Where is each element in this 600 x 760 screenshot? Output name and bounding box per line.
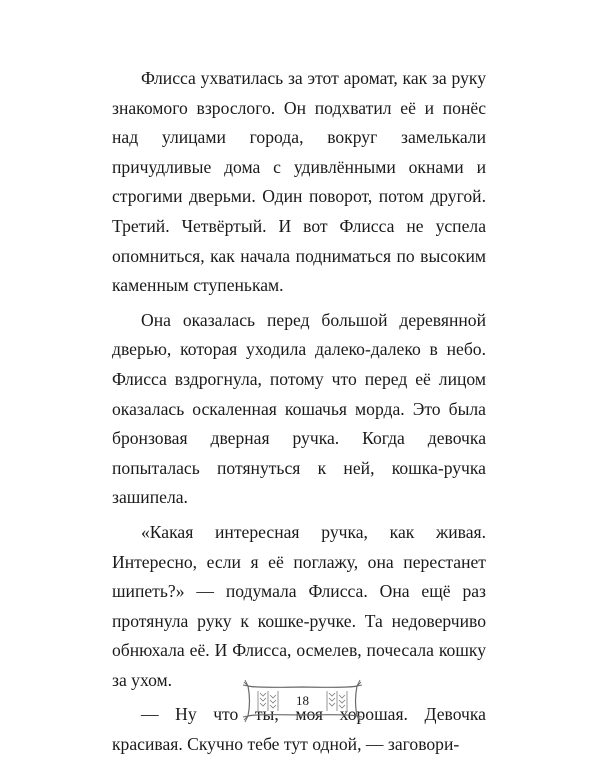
paragraph-2: Она оказалась перед большой деревянной дверью, которая уходила далеко-далеко в небо. Флисса вздрогнула, потому что перед её лицом оказалась оскаленная кошачья морда. Это была бронзовая дверная ручка. Когда девочка попыталась потянуться к ней, кошка-ручка зашипела.: [112, 309, 486, 508]
page-number: 18: [296, 693, 309, 708]
page-footer: [240, 678, 365, 724]
paragraph-1: Флисса ухватилась за этот аромат, как за руку знакомого взрослого. Он подхватил её и понёс над улицами города, вокруг замелькали причудливые дома с удивлёнными окнами и строгими дверьми. Один поворот, потом другой. Третий. Четвёртый. И вот Флисса не успела опомниться, как начала подниматься по высоким каменным ступенькам.: [112, 68, 486, 296]
paragraph-3: «Какая интересная ручка, как живая. Интересно, если я её поглажу, она перестанет шипеть?» — подумала Флисса. Она ещё раз протянула руку к кошке-ручке. Та недоверчиво обнюхала её. И Флисса, осмелев, почесала кошку за ухом.: [112, 521, 486, 690]
paragraph-4: — Ну что ты, моя хорошая. Девочка красивая. Скучно тебе тут одной, — заговори-: [112, 704, 486, 755]
body-text: [112, 64, 486, 760]
